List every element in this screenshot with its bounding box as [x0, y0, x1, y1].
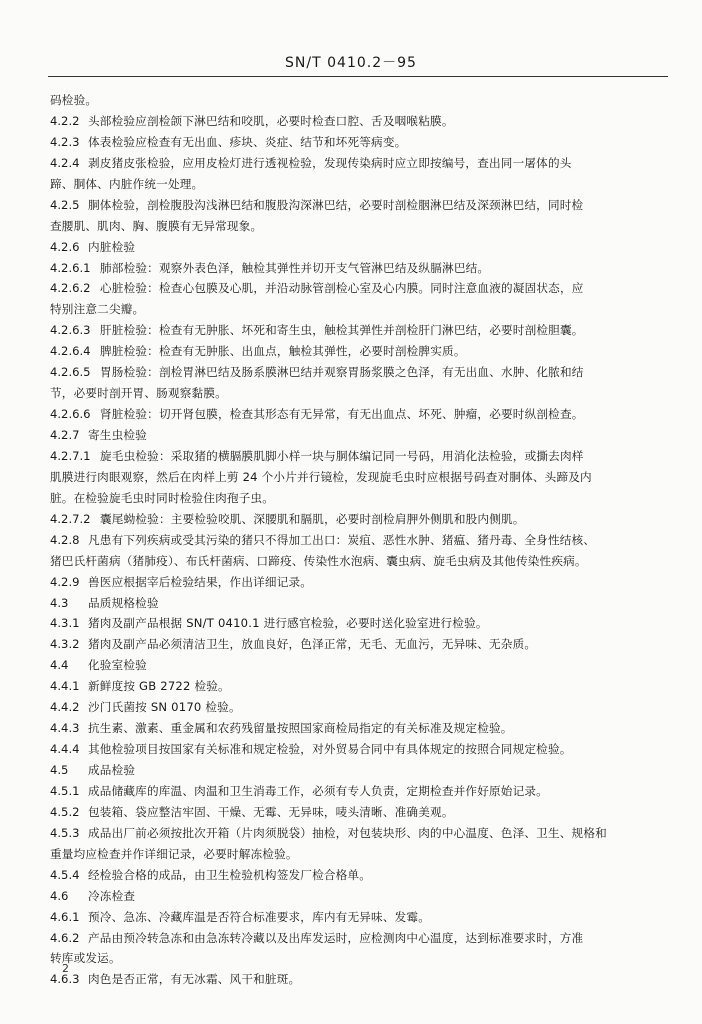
clause-text: 胴体检验，剖检腹股沟浅淋巴结和腹股沟深淋巴结，必要时剖检胭淋巴结及深颈淋巴结，同时检 [88, 197, 584, 212]
clause-number: 4.6.1 [50, 909, 80, 924]
clause-number: 4.2.6.3 [50, 323, 91, 338]
clause-text: 肾脏检验：切开肾包膜，检查其形态有无异常，有无出血点、坏死、肿瘤，必要时纵剖检查。 [100, 407, 584, 422]
text-line [50, 676, 670, 697]
document-body [50, 90, 670, 990]
page-number: 2 [62, 962, 69, 975]
clause-text: 脏。在检验旋毛虫时同时检验住肉孢子虫。 [50, 490, 275, 505]
clause-number: 4.5.3 [50, 825, 80, 840]
clause-number: 4.4.3 [50, 721, 80, 736]
text-line [50, 593, 670, 614]
clause-text: 新鲜度按 GB 2722 检验。 [88, 679, 230, 694]
clause-number: 4.3.2 [50, 637, 80, 652]
text-line [50, 928, 670, 949]
text-line [50, 132, 670, 153]
clause-number: 4.2.2 [50, 113, 80, 128]
text-line [50, 948, 670, 969]
clause-text: 寄生虫检验 [88, 428, 147, 442]
clause-text: 肉色是否正常，有无冰霜、风干和脏斑。 [88, 972, 301, 987]
text-line [50, 781, 670, 802]
text-line [50, 446, 670, 467]
text-line [50, 258, 670, 279]
clause-text: 其他检验项目按国家有关标准和规定检验，对外贸易合同中有具体规定的按照合同规定检验。 [88, 742, 572, 757]
clause-text: 猪肉及副产品根据 SN/T 0410.1 进行感官检验，必要时送化验室进行检验。 [88, 616, 488, 631]
clause-number: 4.4.2 [50, 700, 80, 715]
clause-number: 4.2.3 [50, 134, 80, 149]
clause-number: 4.2.7 [50, 428, 80, 442]
clause-text: 品质规格检验 [88, 595, 159, 610]
text-line [50, 572, 670, 593]
text-line [50, 907, 670, 928]
clause-text: 包装箱、袋应整洁牢固、干燥、无霉、无异味，唛头清晰、准确美观。 [88, 804, 454, 819]
clause-number: 4.5 [50, 763, 69, 777]
text-line [50, 886, 670, 907]
clause-number: 4.2.6 [50, 239, 80, 254]
clause-text: 沙门氏菌按 SN 0170 检验。 [88, 700, 241, 715]
clause-number: 4.4.4 [50, 742, 80, 757]
clause-number: 4.2.6.1 [50, 260, 91, 275]
clause-text: 成品储藏库的库温、肉温和卫生消毒工作，必须有专人负责，定期检查并作好原始记录。 [88, 783, 548, 798]
clause-text: 兽医应根据宰后检验结果，作出详细记录。 [88, 574, 313, 589]
clause-number: 4.2.6.4 [50, 344, 91, 359]
clause-text: 成品检验 [88, 763, 136, 777]
clause-number: 4.2.6.5 [50, 365, 91, 380]
text-line [50, 404, 670, 425]
clause-text: 脾脏检验：检查有无肿胀、出血点，触检其弹性，必要时剖检脾实质。 [100, 344, 466, 359]
text-line [50, 969, 670, 990]
text-line [50, 153, 670, 174]
text-line [50, 865, 670, 886]
clause-text: 凡患有下列疾病或受其污染的猪只不得加工出口：炭疽、恶性水肿、猪瘟、猪丹毒、全身性结核、 [88, 532, 596, 547]
clause-text: 胃肠检验：剖检胃淋巴结及肠系膜淋巴结并观察胃肠浆膜之色泽，有无出血、水肿、化脓和结 [100, 365, 584, 380]
text-line [50, 551, 670, 572]
clause-text: 猪肉及副产品必须清洁卫生，放血良好，色泽正常，无毛、无血污，无异味、无杂质。 [88, 637, 537, 652]
clause-text: 重量均应检查并作详细记录，必要时解冻检验。 [50, 846, 298, 861]
clause-number: 4.5.1 [50, 783, 80, 798]
clause-text: 节，必要时剖开胃、肠观察黏膜。 [50, 386, 227, 401]
clause-number: 4.6 [50, 888, 69, 903]
clause-text: 猪巴氏杆菌病（猪肺疫）、布氏杆菌病、口蹄疫、传染性水泡病、囊虫病、旋毛虫病及其他传染性疾病。 [50, 553, 587, 568]
clause-number: 4.6.3 [50, 972, 80, 987]
text-line [50, 844, 670, 865]
text-line [50, 697, 670, 718]
clause-text: 预冷、急冻、冷藏库温是否符合标准要求，库内有无异味、发霉。 [88, 909, 431, 924]
text-line [50, 237, 670, 258]
clause-text: 特别注意二尖瓣。 [50, 302, 145, 317]
text-line [50, 760, 670, 781]
clause-number: 4.2.7.2 [50, 511, 91, 526]
text-line [50, 383, 670, 404]
clause-number: 4.2.7.1 [50, 448, 91, 463]
text-line [50, 823, 670, 844]
text-line [50, 341, 670, 362]
clause-number: 4.6.2 [50, 930, 80, 945]
text-line [50, 634, 670, 655]
text-line [50, 530, 670, 551]
text-line [50, 278, 670, 299]
clause-text: 码检验。 [50, 93, 98, 107]
text-line [50, 802, 670, 823]
clause-text: 化验室检验 [88, 658, 147, 673]
clause-number: 4.2.6.2 [50, 281, 91, 296]
clause-number: 4.2.4 [50, 155, 80, 170]
text-line [50, 655, 670, 676]
text-line [50, 467, 670, 488]
clause-number: 4.4 [50, 658, 69, 673]
text-line [50, 90, 670, 111]
clause-number: 4.5.2 [50, 804, 80, 819]
text-line [50, 613, 670, 634]
clause-number: 4.2.6.6 [50, 407, 91, 422]
clause-text: 肺部检验：观察外表色泽，触检其弹性并切开支气管淋巴结及纵膈淋巴结。 [100, 260, 490, 275]
text-line [50, 216, 670, 237]
clause-text: 囊尾蚴检验：主要检验咬肌、深腰肌和膈肌，必要时剖检肩胛外侧肌和股内侧肌。 [100, 511, 525, 526]
clause-text: 经检验合格的成品，由卫生检验机构签发厂检合格单。 [88, 867, 372, 882]
clause-number: 4.3.1 [50, 616, 80, 631]
clause-number: 4.2.5 [50, 197, 80, 212]
clause-text: 旋毛虫检验：采取猪的横膈膜肌脚小样一块与胴体编记同一号码，用消化法检验，或撕去肉样 [100, 448, 584, 463]
text-line [50, 718, 670, 739]
text-line [50, 488, 670, 509]
clause-text: 头部检验应剖检颌下淋巴结和咬肌，必要时检查口腔、舌及咽喉粘膜。 [88, 113, 454, 128]
clause-text: 转库或发运。 [50, 951, 121, 966]
header-rule [48, 76, 668, 77]
text-line [50, 362, 670, 383]
standard-code-header: SN/T 0410.2－95 [285, 55, 417, 71]
clause-text: 体表检验应检查有无出血、疹块、炎症、结节和坏死等病变。 [88, 134, 407, 149]
clause-text: 内脏检验 [88, 239, 136, 254]
clause-text: 成品出厂前必须按批次开箱（片肉须脱袋）抽检，对包装块形、肉的中心温度、色泽、卫生、规格和 [88, 825, 607, 840]
text-line [50, 509, 670, 530]
clause-text: 肌膜进行肉眼观察，然后在肉样上剪 24 个小片并行镜检，发现旋毛虫时应根据号码查对胴体、头蹄及内 [50, 469, 592, 484]
clause-text: 蹄、胴体、内脏作统一处理。 [50, 176, 204, 191]
text-line [50, 299, 670, 320]
clause-text: 产品由预冷转急冻和由急冻转冷藏以及出库发运时，应检测肉中心温度，达到标准要求时，方准 [88, 930, 584, 945]
text-line [50, 195, 670, 216]
clause-number: 4.2.9 [50, 574, 80, 589]
clause-number: 4.2.8 [50, 532, 80, 547]
clause-number: 4.3 [50, 595, 69, 610]
clause-text: 心脏检验：检查心包膜及心肌，并沿动脉管剖检心室及心内膜。同时注意血液的凝固状态，应 [100, 281, 584, 296]
clause-text: 查腰肌、肌肉、胸、腹膜有无异常现象。 [50, 218, 263, 233]
text-line [50, 739, 670, 760]
clause-number: 4.5.4 [50, 867, 80, 882]
text-line [50, 174, 670, 195]
clause-text: 剥皮猪皮张检验，应用皮检灯进行透视检验，发现传染病时应立即按编号，查出同一屠体的头 [88, 155, 572, 170]
clause-number: 4.4.1 [50, 679, 80, 694]
clause-text: 抗生素、激素、重金属和农药残留量按照国家商检局指定的有关标准及规定检验。 [88, 721, 513, 736]
text-line [50, 320, 670, 341]
text-line [50, 425, 670, 446]
clause-text: 肝脏检验：检查有无肿胀、坏死和寄生虫，触检其弹性并剖检肝门淋巴结，必要时剖检胆囊。 [100, 323, 584, 338]
text-line [50, 111, 670, 132]
clause-text: 冷冻检查 [88, 888, 136, 903]
